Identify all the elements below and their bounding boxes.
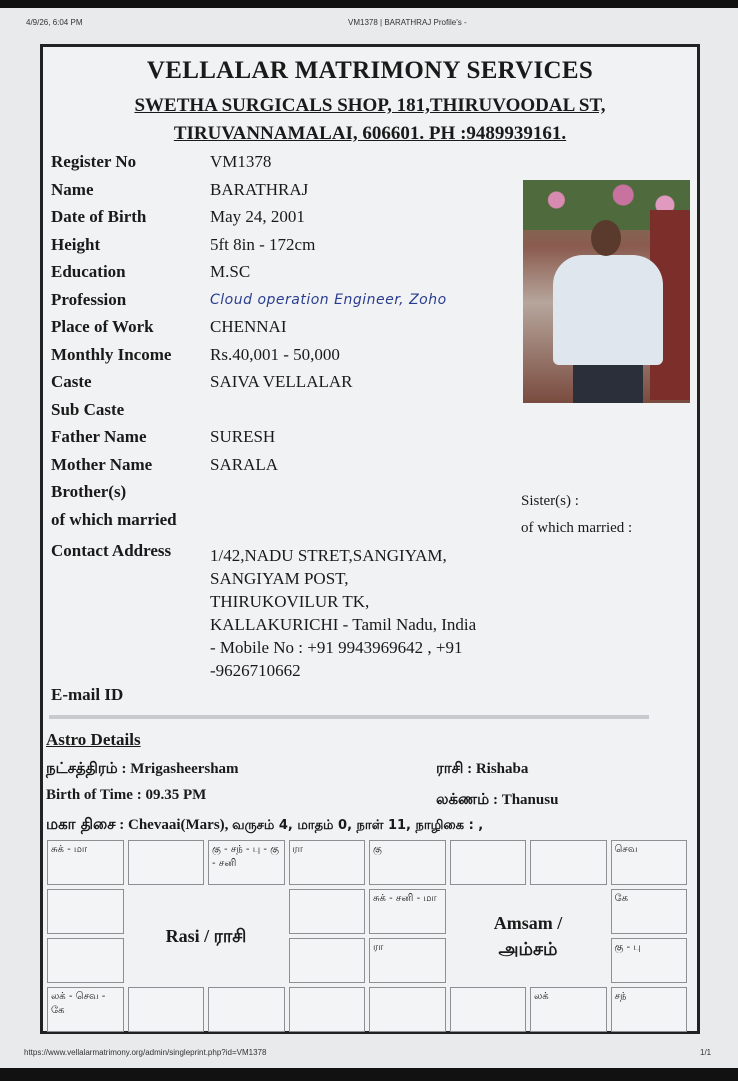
field-label: Date of Birth bbox=[51, 207, 147, 226]
chart-title-english: Rasi / bbox=[165, 926, 210, 946]
field-value: 5ft 8in - 172cm bbox=[210, 234, 316, 254]
field-label: Register No bbox=[51, 152, 137, 171]
chart-house-cell: கு - சந் - பு - கு - சனி bbox=[208, 840, 285, 885]
print-page-number: 1/1 bbox=[700, 1048, 712, 1057]
divider bbox=[49, 715, 649, 719]
address-line: THIRUKOVILUR TK, bbox=[210, 592, 370, 611]
lagnam-label: லக்ணம் bbox=[436, 790, 490, 808]
astro-heading: Astro Details bbox=[46, 730, 141, 749]
field-label: Monthly Income bbox=[51, 344, 172, 364]
field-value: BARATHRAJ bbox=[210, 179, 309, 199]
print-datetime: 4/9/26, 6:04 PM bbox=[26, 18, 83, 27]
chart-house-cell: கு - பு bbox=[611, 938, 688, 983]
chart-house-cell bbox=[128, 987, 205, 1032]
field-value: Cloud operation Engineer, Zoho bbox=[210, 291, 447, 308]
chart-house-cell bbox=[289, 938, 366, 983]
star-value: : Mrigasheersham bbox=[121, 761, 239, 777]
birth-time-value: : 09.35 PM bbox=[136, 787, 207, 803]
field-value: May 24, 2001 bbox=[210, 207, 305, 226]
dasa-label: மகா திசை bbox=[46, 815, 116, 833]
address-line: KALLAKURICHI - Tamil Nadu, India bbox=[210, 615, 477, 634]
chart-house-cell bbox=[208, 987, 285, 1032]
field-label: Education bbox=[51, 262, 126, 281]
profile-card bbox=[40, 44, 700, 1034]
field-label: Brother(s) bbox=[51, 482, 127, 501]
chart-house-cell: சுக் - மா bbox=[47, 840, 124, 885]
chart-house-cell bbox=[47, 889, 124, 934]
chart-house-cell: செவ bbox=[611, 840, 688, 885]
field-value: M.SC bbox=[210, 262, 251, 281]
chart-title-tamil: ராசி bbox=[213, 926, 247, 946]
chart-house-cell: லக் bbox=[530, 987, 607, 1032]
chart-title-tamil: அம்சம் bbox=[498, 939, 558, 959]
field-value: VM1378 bbox=[210, 152, 272, 171]
chart-house-cell: கு bbox=[369, 840, 446, 885]
rasi-chart bbox=[47, 840, 365, 1032]
field-label: Place of Work bbox=[51, 317, 154, 336]
amsam-chart bbox=[369, 840, 687, 1032]
chart-title bbox=[450, 889, 607, 983]
org-address-line2: TIRUVANNAMALAI, 606601. PH :9489939161. bbox=[173, 123, 567, 144]
chart-house-cell: சந் bbox=[611, 987, 688, 1032]
contact-address bbox=[210, 544, 476, 682]
field-label: Mother Name bbox=[51, 454, 153, 474]
chart-title bbox=[128, 889, 285, 983]
chart-house-cell: சுக் - சனி - மா bbox=[369, 889, 446, 934]
chart-house-cell bbox=[128, 840, 205, 885]
dasa-period: வருசம் 4, மாதம் 0, நாள் 11, நாழிகை : , bbox=[232, 818, 484, 833]
field-label: Sub Caste bbox=[51, 399, 125, 419]
field-label: Caste bbox=[51, 372, 92, 391]
chart-house-cell: ரா bbox=[289, 840, 366, 885]
contact-address-label: Contact Address bbox=[51, 541, 172, 560]
field-label: Father Name bbox=[51, 427, 147, 446]
chart-house-cell bbox=[47, 938, 124, 983]
chart-house-cell bbox=[450, 987, 527, 1032]
org-name: VELLALAR MATRIMONY SERVICES bbox=[146, 57, 594, 84]
field-label: Name bbox=[51, 179, 94, 199]
print-page-title: VM1378 | BARATHRAJ Profile's - bbox=[348, 18, 467, 27]
sisters-label: Sister(s) : bbox=[521, 493, 579, 509]
field-value: CHENNAI bbox=[210, 317, 287, 336]
field-label: Height bbox=[51, 234, 101, 254]
field-value: Rs.40,001 - 50,000 bbox=[210, 344, 340, 364]
org-address-line1: SWETHA SURGICALS SHOP, 181,THIRUVOODAL ST, bbox=[134, 95, 606, 116]
print-url: https://www.vellalarmatrimony.org/admin/singleprint.php?id=VM1378 bbox=[24, 1048, 267, 1057]
chart-house-cell: லக் - செவ - கே bbox=[47, 987, 124, 1032]
field-label: Profession bbox=[51, 289, 127, 309]
address-line: 1/42,NADU STRET,SANGIYAM, bbox=[210, 546, 447, 565]
field-value: SAIVA VELLALAR bbox=[210, 372, 353, 391]
paper-sheet bbox=[0, 8, 738, 1068]
profile-photo bbox=[523, 180, 690, 403]
chart-title-english: Amsam / bbox=[493, 913, 563, 933]
rasi-label: ராசி bbox=[436, 759, 464, 777]
field-value: SARALA bbox=[210, 454, 279, 474]
email-label: E-mail ID bbox=[51, 685, 124, 704]
chart-house-cell: கே bbox=[611, 889, 688, 934]
chart-house-cell bbox=[289, 889, 366, 934]
address-line: SANGIYAM POST, bbox=[210, 569, 349, 588]
birth-time-label: Birth of Time bbox=[46, 787, 133, 803]
chart-house-cell bbox=[289, 987, 366, 1032]
rasi-value: : Rishaba bbox=[467, 761, 529, 777]
chart-house-cell: ரா bbox=[369, 938, 446, 983]
field-label: of which married bbox=[51, 509, 177, 529]
lagnam-value: : Thanusu bbox=[492, 792, 559, 808]
star-label: நட்சத்திரம் bbox=[46, 759, 118, 777]
field-value: SURESH bbox=[210, 427, 276, 446]
chart-house-cell bbox=[450, 840, 527, 885]
chart-house-cell bbox=[369, 987, 446, 1032]
address-line: -9626710662 bbox=[210, 661, 301, 680]
sisters-married-label: of which married : bbox=[521, 520, 633, 536]
chart-house-cell bbox=[530, 840, 607, 885]
address-line: - Mobile No : +91 9943969642 , +91 bbox=[210, 638, 463, 657]
dasa-value: : Chevaai(Mars), bbox=[119, 817, 229, 833]
